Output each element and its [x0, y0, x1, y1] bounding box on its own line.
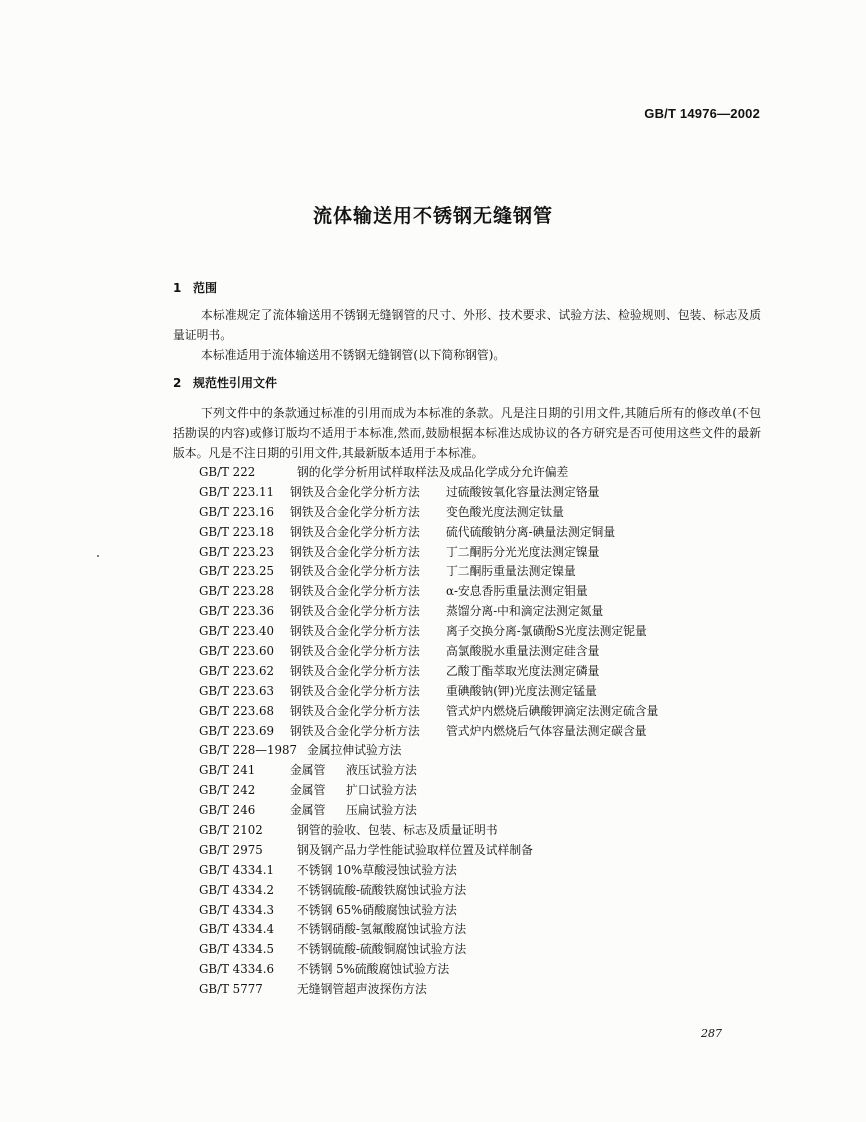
reference-category: 钢铁及合金化学分析方法 [290, 604, 420, 619]
reference-code: GB/T 4334.5 [199, 942, 274, 957]
section-2-title: 规范性引用文件 [193, 376, 278, 390]
reference-category: 钢铁及合金化学分析方法 [290, 584, 420, 599]
reference-code: GB/T 4334.4 [199, 922, 274, 937]
reference-title: 管式炉内燃烧后气体容量法测定碳含量 [446, 723, 647, 738]
reference-item [199, 602, 658, 622]
reference-title: 不锈钢硫酸-硫酸铁腐蚀试验方法 [297, 882, 467, 897]
reference-code: GB/T 222 [199, 465, 256, 479]
reference-title: 重碘酸钠(钾)光度法测定锰量 [446, 683, 597, 698]
reference-code: GB/T 4334.3 [199, 902, 274, 917]
reference-title: 无缝钢管超声波探伤方法 [297, 982, 427, 997]
reference-category: 钢铁及合金化学分析方法 [290, 524, 420, 539]
reference-item [199, 463, 658, 483]
reference-code: GB/T 223.68 [199, 703, 274, 718]
reference-item [199, 761, 658, 781]
reference-item [199, 821, 658, 841]
section-2-paragraph: 下列文件中的条款通过标准的引用而成为本标准的条款。凡是注日期的引用文件,其随后所有的修改单(不包括勘误的内容)或修订版均不适用于本标准,然而,鼓励根据本标准达成协议的各方研究是否可使用这些文件的最新版本。凡是不注日期的引用文件,其最新版本适用于本标准。 [173, 406, 761, 460]
reference-item [199, 960, 658, 980]
reference-title: 金属拉伸试验方法 [307, 743, 402, 758]
reference-item [199, 781, 658, 801]
section-1-number: 1 [173, 281, 182, 295]
reference-title: 钢及钢产品力学性能试验取样位置及试样制备 [297, 842, 533, 857]
reference-title: 钢的化学分析用试样取样法及成品化学成分允许偏差 [297, 465, 569, 479]
reference-code: GB/T 223.69 [199, 723, 274, 738]
reference-item [199, 722, 658, 742]
reference-category: 钢铁及合金化学分析方法 [290, 683, 420, 698]
reference-title: 乙酸丁酯萃取光度法测定磷量 [446, 663, 600, 678]
reference-title: 钢管的验收、包装、标志及质量证明书 [297, 823, 498, 838]
reference-category: 金属管 [290, 763, 326, 778]
reference-item [199, 543, 658, 563]
reference-code: GB/T 242 [199, 783, 256, 798]
reference-item [199, 841, 658, 861]
document-title: 流体输送用不锈钢无缝钢管 [312, 205, 553, 227]
reference-code: GB/T 223.63 [199, 683, 274, 698]
reference-list [199, 463, 658, 1000]
reference-code: GB/T 223.40 [199, 624, 274, 639]
reference-title: 扩口试验方法 [346, 783, 417, 798]
reference-title: 压扁试验方法 [346, 803, 417, 818]
reference-title: 硫代硫酸钠分离-碘量法测定铜量 [446, 524, 616, 539]
page-number: 287 [701, 1027, 722, 1040]
reference-code: GB/T 223.28 [199, 584, 274, 599]
reference-title: 高氯酸脱水重量法测定硅含量 [446, 644, 600, 659]
reference-code: GB/T 4334.2 [199, 882, 274, 897]
section-1-title: 范围 [193, 281, 218, 295]
reference-item [199, 940, 658, 960]
reference-code: GB/T 228—1987 [199, 743, 298, 758]
reference-code: GB/T 5777 [199, 982, 263, 997]
reference-code: GB/T 223.11 [199, 484, 274, 499]
section-1-paragraph-1: 本标准规定了流体输送用不锈钢无缝钢管的尺寸、外形、技术要求、试验方法、检验规则、包装、标志及质量证明书。 [173, 308, 761, 342]
reference-code: GB/T 223.62 [199, 663, 274, 678]
reference-category: 钢铁及合金化学分析方法 [290, 644, 420, 659]
reference-item [199, 483, 658, 503]
reference-title: 离子交换分离-氯磺酚S光度法测定铌量 [446, 624, 647, 639]
section-1-paragraph-2: 本标准适用于流体输送用不锈钢无缝钢管(以下简称钢管)。 [201, 348, 506, 362]
reference-title: 过硫酸铵氧化容量法测定铬量 [446, 484, 600, 499]
reference-item [199, 741, 658, 761]
reference-category: 钢铁及合金化学分析方法 [290, 484, 420, 499]
reference-code: GB/T 2102 [199, 823, 263, 838]
reference-code: GB/T 223.16 [199, 504, 274, 519]
reference-category: 钢铁及合金化学分析方法 [290, 564, 420, 579]
reference-item [199, 562, 658, 582]
reference-item [199, 662, 658, 682]
scan-speck [97, 555, 99, 557]
reference-category: 钢铁及合金化学分析方法 [290, 504, 420, 519]
reference-title: 变色酸光度法测定钛量 [446, 504, 564, 519]
reference-code: GB/T 223.25 [199, 564, 274, 579]
reference-title: 丁二酮肟重量法测定镍量 [446, 564, 576, 579]
reference-code: GB/T 223.18 [199, 524, 274, 539]
reference-item [199, 920, 658, 940]
section-1-heading [173, 279, 217, 296]
reference-code: GB/T 223.23 [199, 544, 274, 559]
reference-title: 不锈钢 10%草酸浸蚀试验方法 [297, 862, 457, 877]
reference-title: 液压试验方法 [346, 763, 417, 778]
reference-title: 丁二酮肟分光光度法测定镍量 [446, 544, 600, 559]
reference-item [199, 642, 658, 662]
reference-title: 不锈钢硝酸-氢氟酸腐蚀试验方法 [297, 922, 467, 937]
reference-title: 管式炉内燃烧后碘酸钾滴定法测定硫含量 [446, 703, 659, 718]
reference-item [199, 881, 658, 901]
reference-item [199, 980, 658, 1000]
reference-item [199, 801, 658, 821]
reference-title: 不锈钢 65%硝酸腐蚀试验方法 [297, 902, 457, 917]
reference-code: GB/T 223.36 [199, 604, 274, 619]
reference-code: GB/T 223.60 [199, 644, 274, 659]
reference-category: 钢铁及合金化学分析方法 [290, 723, 420, 738]
reference-item [199, 682, 658, 702]
reference-category: 钢铁及合金化学分析方法 [290, 624, 420, 639]
reference-code: GB/T 241 [199, 763, 256, 778]
reference-category: 钢铁及合金化学分析方法 [290, 544, 420, 559]
reference-item [199, 523, 658, 543]
reference-code: GB/T 4334.1 [199, 862, 274, 877]
section-2-number: 2 [173, 376, 182, 390]
section-2-heading [173, 374, 277, 391]
reference-category: 金属管 [290, 803, 326, 818]
reference-item [199, 622, 658, 642]
reference-category: 金属管 [290, 783, 326, 798]
reference-item [199, 702, 658, 722]
reference-title: 不锈钢 5%硫酸腐蚀试验方法 [297, 962, 450, 977]
reference-code: GB/T 2975 [199, 842, 263, 857]
reference-code: GB/T 4334.6 [199, 962, 274, 977]
reference-code: GB/T 246 [199, 803, 256, 818]
reference-title: α-安息香肟重量法测定钼量 [446, 584, 588, 599]
reference-title: 蒸馏分离-中和滴定法测定氮量 [446, 604, 604, 619]
reference-item [199, 582, 658, 602]
reference-category: 钢铁及合金化学分析方法 [290, 703, 420, 718]
reference-item [199, 503, 658, 523]
reference-item [199, 901, 658, 921]
reference-title: 不锈钢硫酸-硫酸铜腐蚀试验方法 [297, 942, 467, 957]
standard-code: GB/T 14976—2002 [644, 106, 760, 121]
reference-category: 钢铁及合金化学分析方法 [290, 663, 420, 678]
reference-item [199, 861, 658, 881]
